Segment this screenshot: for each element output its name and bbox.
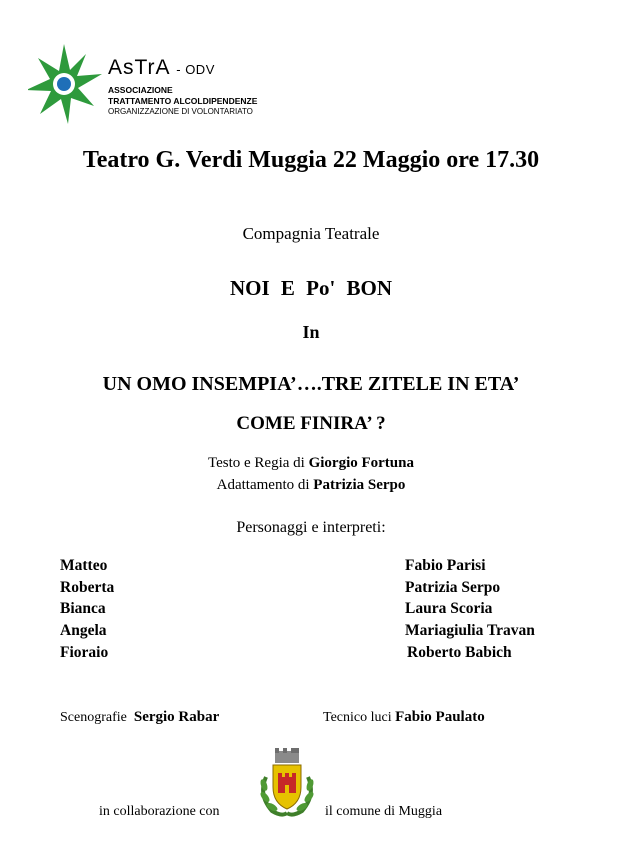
text-direction-credit: Testo e Regia di Giorgio Fortuna [207, 455, 414, 471]
company-name: NOI E Po' BON [229, 276, 393, 300]
cast-role: Fioraio [60, 644, 109, 661]
cast-actor: Laura Scoria [405, 600, 493, 617]
in-label: In [302, 322, 320, 342]
adaptation-credit: Adattamento di Patrizia Serpo [216, 477, 406, 493]
muggia-coat-of-arms-icon [256, 747, 318, 819]
company-label: Compagnia Teatrale [242, 224, 380, 243]
cast-actor: Fabio Parisi [405, 557, 486, 574]
cast-role: Roberta [60, 579, 115, 596]
scenography-credit: Scenografie Sergio Rabar [60, 709, 220, 725]
characters-label: Personaggi e interpreti: [236, 519, 386, 536]
logo-line-association: ASSOCIAZIONE [108, 85, 173, 95]
logo-line-volunteer: ORGANIZZAZIONE DI VOLONTARIATO [108, 107, 253, 116]
play-title-line2: COME FINIRA’ ? [236, 413, 386, 434]
event-title: Teatro G. Verdi Muggia 22 Maggio ore 17.30 [82, 147, 540, 173]
collaboration-prefix: in collaborazione con [99, 804, 220, 819]
cast-role: Bianca [60, 600, 106, 617]
collaboration-suffix: il comune di Muggia [325, 804, 443, 819]
cast-actor: Mariagiulia Travan [405, 622, 535, 639]
play-title-line1: UN OMO INSEMPIA’….TRE ZITELE IN ETA’ [102, 373, 520, 395]
logo-line-treatment: TRATTAMENTO ALCOLDIPENDENZE [108, 96, 258, 106]
cast-role: Matteo [60, 557, 108, 574]
lights-credit: Tecnico luci Fabio Paulato [323, 709, 485, 725]
cast-actor: Patrizia Serpo [405, 579, 501, 596]
cast-role: Angela [60, 622, 107, 639]
cast-actor: Roberto Babich [407, 644, 512, 661]
logo-name: AsTrA - ODV [108, 56, 215, 79]
